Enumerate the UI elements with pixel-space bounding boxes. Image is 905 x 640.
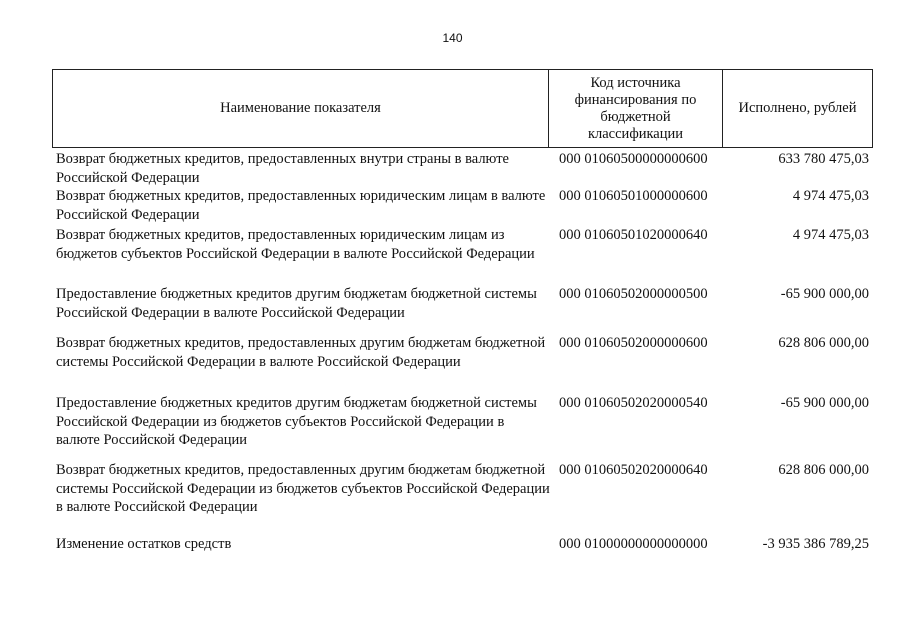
row-name: Предоставление бюджетных кредитов другим бюджетам бюджетной системы Российской Федерации в валюте Российской Федерации [56,286,537,321]
row-amount: 4 974 475,03 [792,227,869,243]
row-amount: 628 806 000,00 [778,462,869,478]
row-name: Предоставление бюджетных кредитов другим бюджетам бюджетной системы Российской Федерации из бюджетов субъектов Российской Федерации в валюте Российской Федерации [56,395,537,448]
row-name: Возврат бюджетных кредитов, предоставленных другим бюджетам бюджетной системы Российской Федерации в валюте Российской Федерации [56,335,546,370]
row-name: Изменение остатков средств [56,536,232,552]
row-amount: -65 900 000,00 [780,286,869,302]
row-code: 000 01060502000000600 [559,335,708,351]
row-amount: -65 900 000,00 [780,395,869,411]
row-code: 000 01060501020000640 [559,227,708,243]
row-code: 000 01000000000000000 [559,536,708,552]
header-amount: Исполнено, рублей [738,100,857,116]
row-code: 000 01060502000000500 [559,286,708,302]
row-code: 000 01060501000000600 [559,188,708,204]
row-code: 000 01060500000000600 [559,151,708,167]
row-name: Возврат бюджетных кредитов, предоставленных внутри страны в валюте Российской Федерации [56,151,509,186]
row-amount: 633 780 475,03 [778,151,869,167]
row-code: 000 01060502020000540 [559,395,708,411]
header-code: Код источника финансирования по бюджетной классификации [549,70,723,147]
row-name: Возврат бюджетных кредитов, предоставленных юридическим лицам в валюте Российской Федерации [56,188,546,223]
row-amount: 4 974 475,03 [792,188,869,204]
table-header [52,69,873,148]
row-amount: 628 806 000,00 [778,335,869,351]
row-amount: -3 935 386 789,25 [762,536,869,552]
row-code: 000 01060502020000640 [559,462,708,478]
header-name: Наименование показателя [53,70,549,147]
row-name: Возврат бюджетных кредитов, предоставленных другим бюджетам бюджетной системы Российской Федерации из бюджетов субъектов Российской Федерации в валюте Российской Федерации [56,462,550,515]
page-number: 140 [442,31,463,45]
row-name: Возврат бюджетных кредитов, предоставленных юридическим лицам из бюджетов субъектов Российской Федерации в валюте Российской Федерации [56,227,535,262]
